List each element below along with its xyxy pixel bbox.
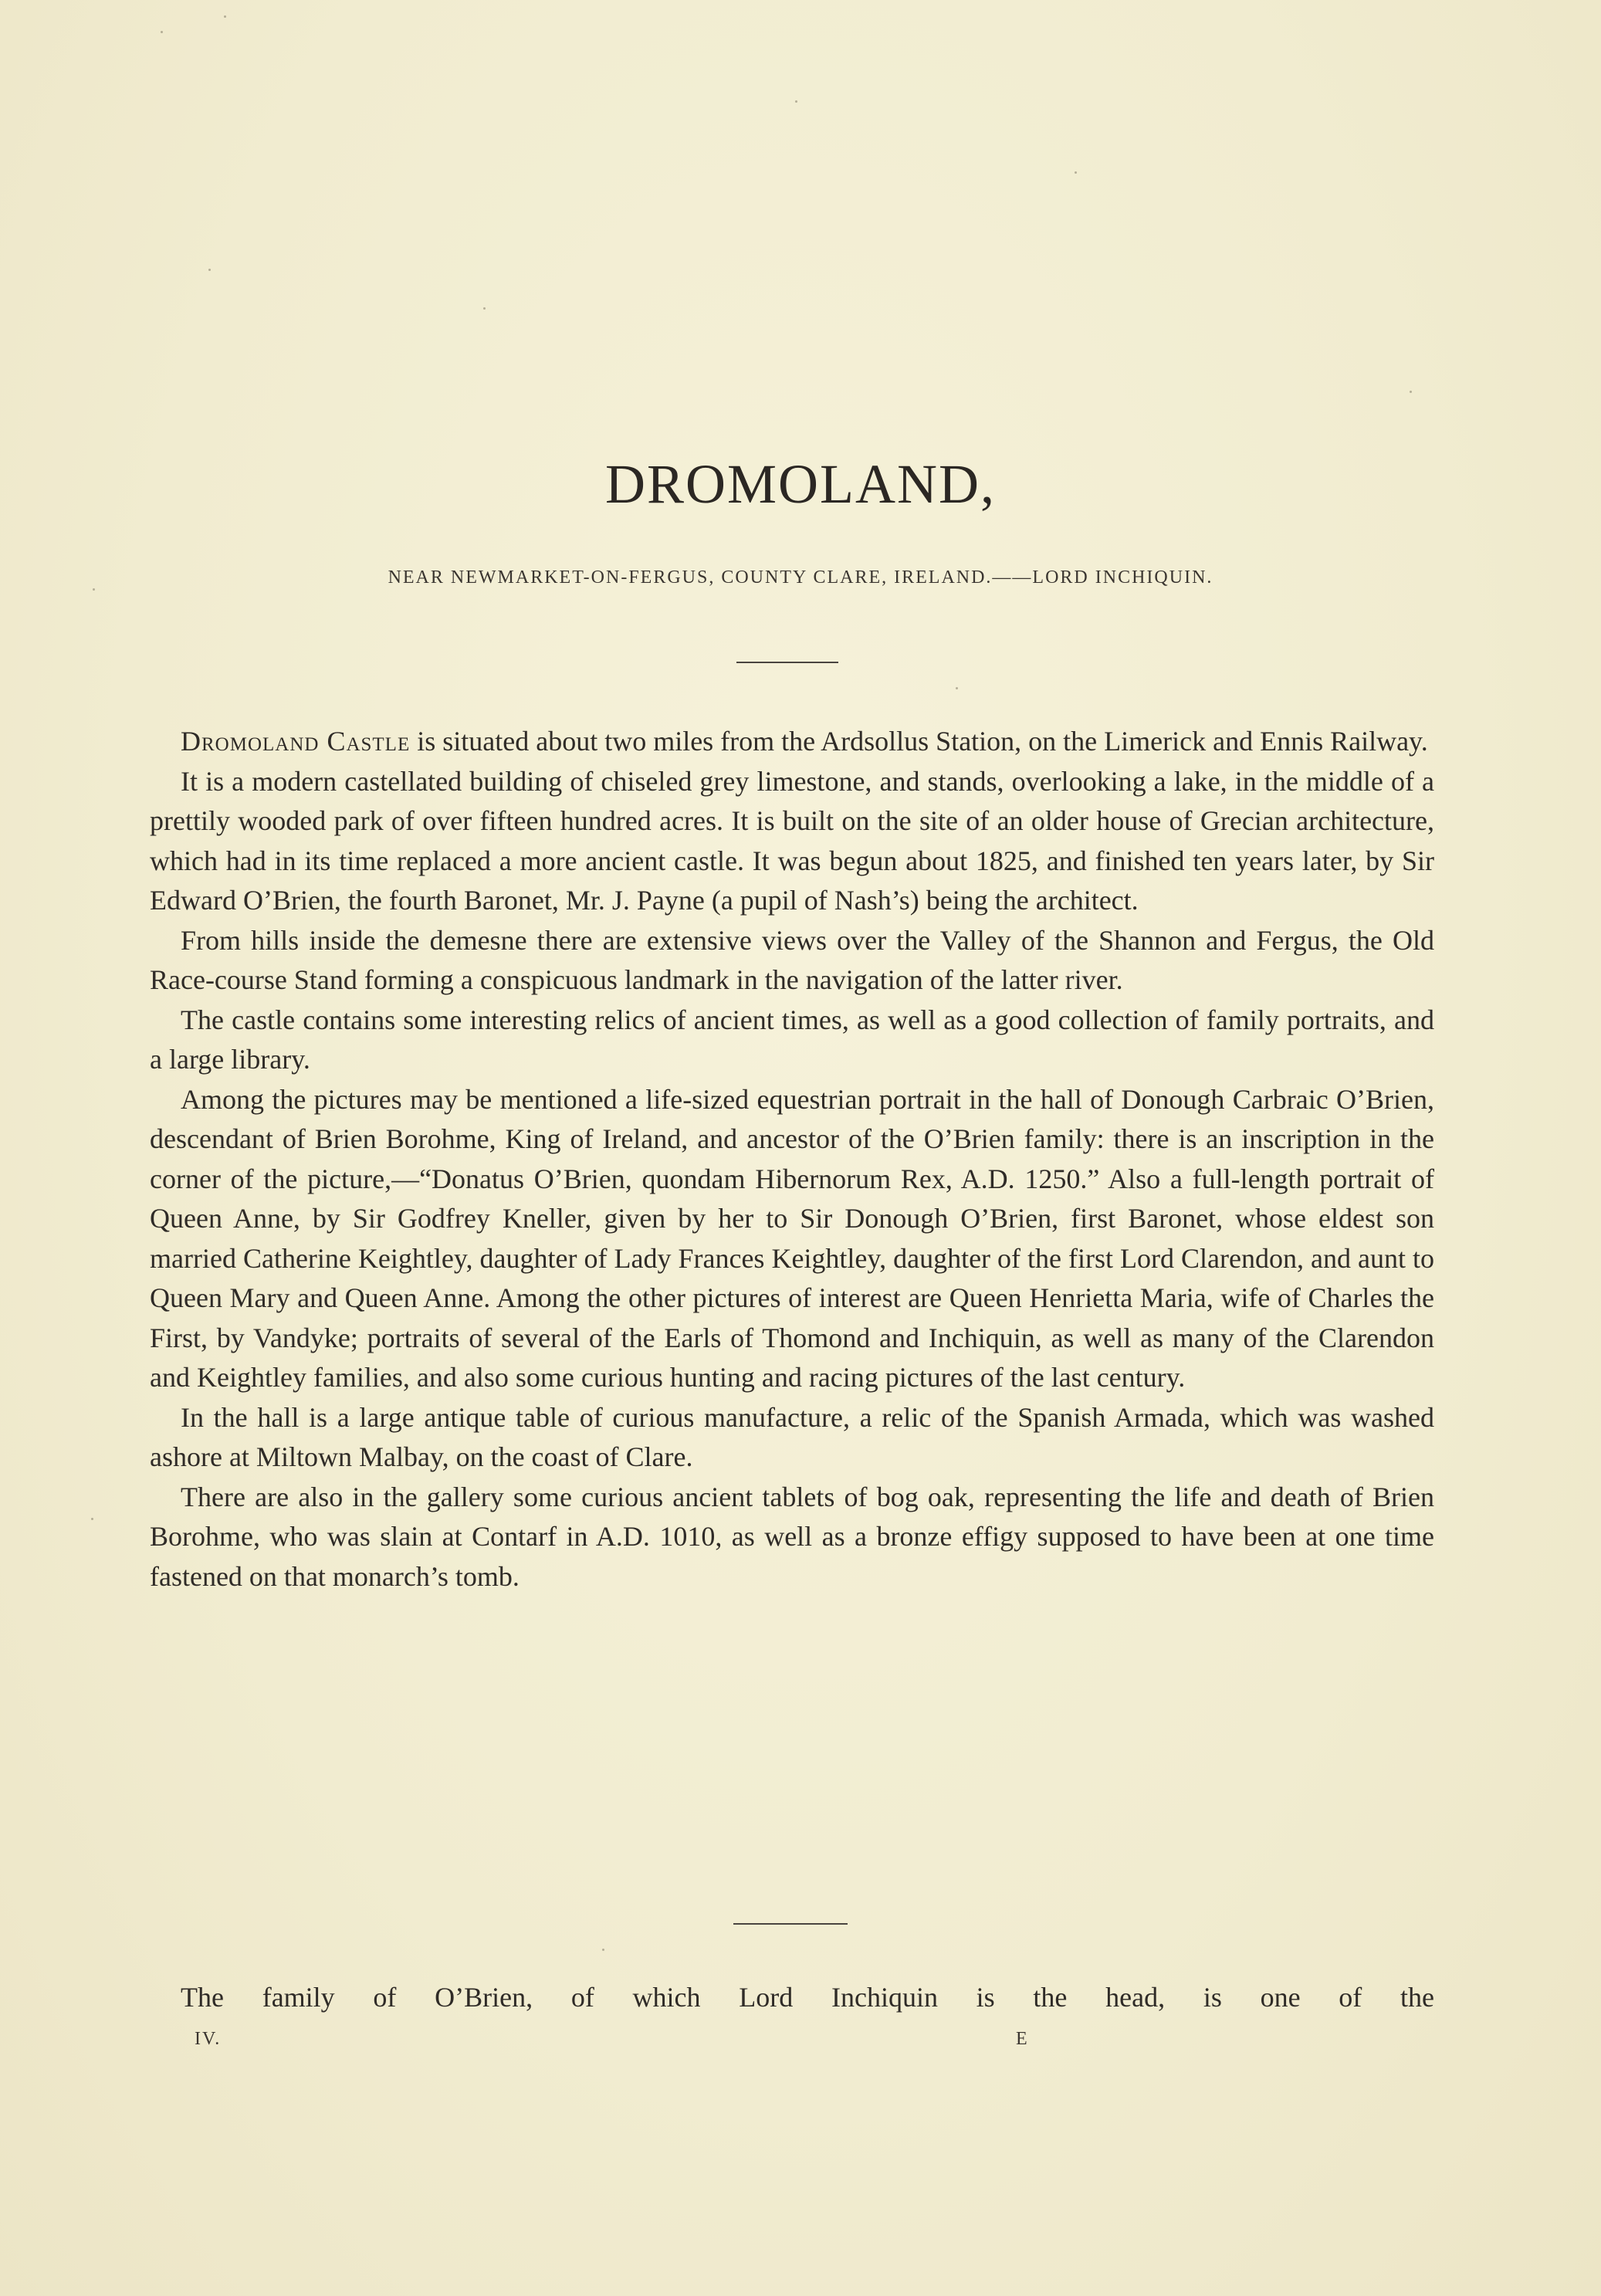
paper-speck — [483, 307, 486, 310]
paragraph-text: In the hall is a large antique table of curious manufacture, a relic of the Spanish Armada, which was washed ashore at Miltown Malbay, on the coast of Clare. — [150, 1401, 1434, 1472]
title-divider — [736, 662, 838, 663]
paragraph — [150, 722, 1434, 762]
paragraph — [150, 1478, 1434, 1597]
section-divider — [733, 1923, 848, 1925]
paper-speck — [1410, 391, 1412, 393]
paragraph-text: The castle contains some interesting relics of ancient times, as well as a good collection of family portraits, and a large library. — [150, 1004, 1434, 1075]
paragraph — [150, 1080, 1434, 1398]
volume-signature: IV. — [195, 2029, 222, 2049]
paper-speck — [91, 1518, 93, 1520]
paragraph — [150, 762, 1434, 921]
paper-speck — [1075, 171, 1077, 174]
paragraph-text: From hills inside the demesne there are extensive views over the Valley of the Shannon and Fergus, the Old Race-course Stand forming a conspicuous landmark in the navigation of the latter river. — [150, 924, 1434, 995]
paragraph — [150, 1398, 1434, 1478]
page-title: DROMOLAND, — [605, 453, 996, 515]
paper-speck — [602, 1949, 604, 1951]
paragraph-lead: Dromoland Castle — [181, 726, 411, 757]
page-subtitle: NEAR NEWMARKET-ON-FERGUS, COUNTY CLARE, IRELAND.——LORD INCHIQUIN. — [388, 567, 1213, 588]
paragraph-text: It is a modern castellated building of chiseled grey limestone, and stands, overlooking a lake, in the middle of a prettily wooded park of over fifteen hundred acres. It is built on the site of an older house of Grecian architecture, which had in its time replaced a more ancient castle. It was begun about 1825, and finished ten years later, by Sir Edward O’Brien, the fourth Baronet, Mr. J. Payne (a pupil of Nash’s) being the architect. — [150, 765, 1434, 916]
paper-speck — [161, 31, 163, 33]
paper-speck — [956, 687, 958, 689]
continuation-line: The family of O’Brien, of which Lord Inchiquin is the head, is one of the — [181, 1982, 1434, 2013]
paragraph-text: is situated about two miles from the Ardsollus Station, on the Limerick and Ennis Railway. — [410, 726, 1428, 757]
paragraph — [150, 1001, 1434, 1080]
paper-speck — [224, 15, 226, 18]
paragraph-text: Among the pictures may be mentioned a life-sized equestrian portrait in the hall of Donough Carbraic O’Brien, descendant of Brien Borohme, King of Ireland, and ancestor of the O’Brien family: there is an inscription in the corner of the picture,—“Donatus O’Brien, quondam Hibernorum Rex, A.D. 1250.” Also a full-length portrait of Queen Anne, by Sir Godfrey Kneller, given by her to Sir Donough O’Brien, first Baronet, whose eldest son married Catherine Keightley, daughter of Lady Frances Keightley, daughter of the first Lord Clarendon, and aunt to Queen Mary and Queen Anne. Among the other pictures of interest are Queen Henrietta Maria, wife of Charles the First, by Vandyke; portraits of several of the Earls of Thomond and Inchiquin, as well as many of the Clarendon and Keightley families, and also some curious hunting and racing pictures of the last century. — [150, 1083, 1434, 1393]
paper-speck — [208, 269, 211, 271]
paragraph — [150, 921, 1434, 1001]
paper-speck — [795, 100, 797, 103]
paragraph-text: There are also in the gallery some curious ancient tablets of bog oak, representing the life and death of Brien Borohme, who was slain at Contarf in A.D. 1010, as well as a bronze effigy supposed to have been at one time fastened on that monarch’s tomb. — [150, 1481, 1434, 1592]
article-body — [150, 722, 1434, 1597]
gathering-signature: E — [1016, 2029, 1027, 2049]
